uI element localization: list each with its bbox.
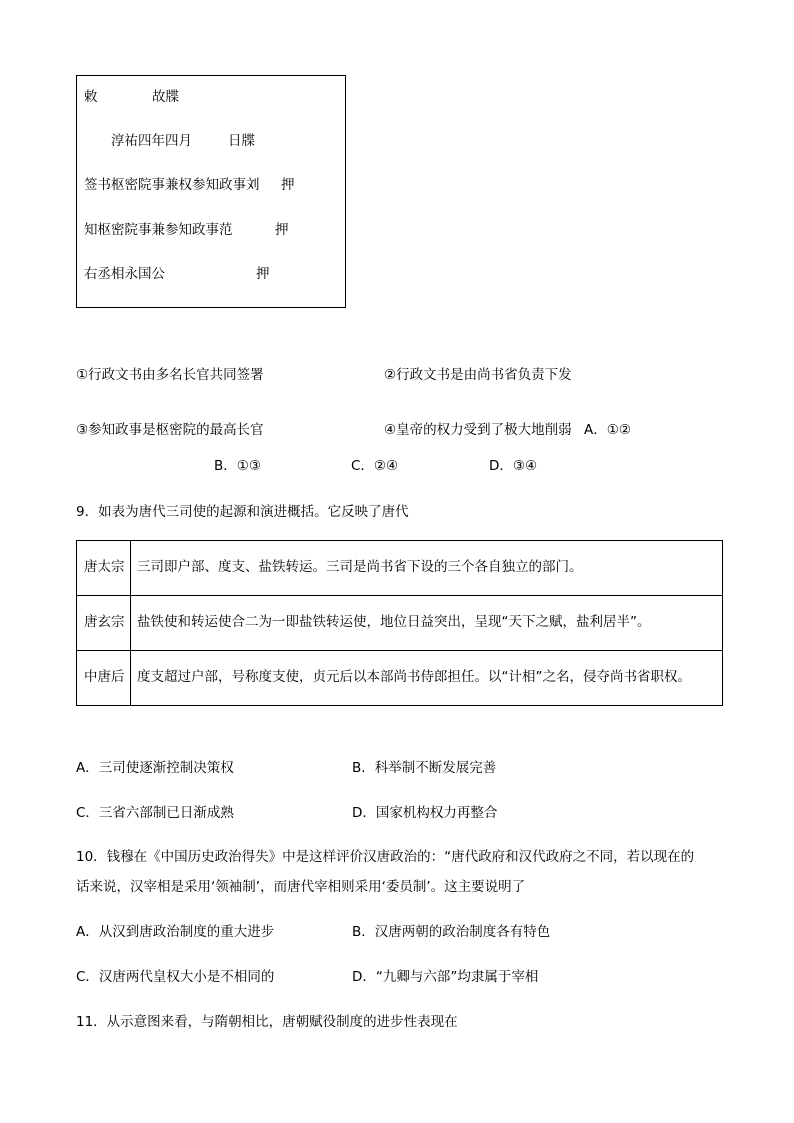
q8-statement-1: ①行政文书由多名长官共同签署 xyxy=(76,367,264,383)
edict-date: 淳祐四年四月 xyxy=(111,133,192,149)
q10-choice-a[interactable]: A．从汉到唐政治制度的重大进步 xyxy=(76,924,275,940)
q8-choice-c[interactable]: C．②④ xyxy=(351,458,399,474)
q9-choice-a[interactable]: A．三司使逐渐控制决策权 xyxy=(76,760,234,776)
q8-statement-4: ④皇帝的权力受到了极大地削弱 xyxy=(384,422,572,438)
q9-stem: 9．如表为唐代三司使的起源和演进概括。它反映了唐代 xyxy=(76,504,409,520)
q9-text-cell: 度支超过户部，号称度支使，贞元后以本部尚书侍郎担任。以“计相”之名，侵夺尚书省职权。 xyxy=(131,651,723,706)
edict-date-suffix: 日牒 xyxy=(228,133,255,149)
q8-choice-a[interactable]: A．①② xyxy=(584,422,631,438)
table-row xyxy=(77,541,723,596)
q11-stem: 11．从示意图来看，与隋朝相比，唐朝赋役制度的进步性表现在 xyxy=(76,1014,458,1030)
edict-signer-2: 知枢密院事兼参知政事范 xyxy=(84,222,233,238)
edict-signature-2: 押 xyxy=(275,222,289,238)
q9-text-cell: 盐铁使和转运使合二为一即盐铁转运使，地位日益突出，呈现“天下之赋，盐利居半”。 xyxy=(131,596,723,651)
edict-line1-left: 敕 xyxy=(84,89,98,105)
q8-choice-b[interactable]: B．①③ xyxy=(214,458,261,474)
q9-choice-b[interactable]: B．科举制不断发展完善 xyxy=(352,760,497,776)
edict-signer-1: 签书枢密院事兼权参知政事刘 xyxy=(84,177,260,193)
table-row xyxy=(77,651,723,706)
q9-choice-c[interactable]: C．三省六部制已日渐成熟 xyxy=(76,805,234,821)
edict-signature-3: 押 xyxy=(256,266,270,282)
q9-text-cell: 三司即户部、度支、盐铁转运。三司是尚书省下设的三个各自独立的部门。 xyxy=(131,541,723,596)
edict-signer-3: 右丞相永国公 xyxy=(84,266,165,282)
q8-statement-3: ③参知政事是枢密院的最高长官 xyxy=(76,422,264,438)
q9-choice-d[interactable]: D．国家机构权力再整合 xyxy=(352,805,498,821)
q10-choice-b[interactable]: B．汉唐两朝的政治制度各有特色 xyxy=(352,924,551,940)
q10-stem-line-2: 话来说，汉宰相是采用‘领袖制’，而唐代宰相则采用‘委员制’。这主要说明了 xyxy=(76,879,526,895)
q10-choice-d[interactable]: D．“九卿与六部”均隶属于宰相 xyxy=(352,969,539,985)
q9-era-cell: 唐太宗 xyxy=(77,541,131,596)
q9-table xyxy=(76,540,723,706)
q8-choice-d[interactable]: D．③④ xyxy=(489,458,538,474)
q9-era-cell: 中唐后 xyxy=(77,651,131,706)
table-row xyxy=(77,596,723,651)
q9-era-cell: 唐玄宗 xyxy=(77,596,131,651)
edict-line1-right: 故牒 xyxy=(152,89,179,105)
edict-signature-1: 押 xyxy=(281,177,295,193)
q10-choice-c[interactable]: C．汉唐两代皇权大小是不相同的 xyxy=(76,969,275,985)
q10-stem-line-1: 10．钱穆在《中国历史政治得失》中是这样评价汉唐政治的：“唐代政府和汉代政府之不同，若以现在的 xyxy=(76,849,695,865)
q8-statement-2: ②行政文书是由尚书省负责下发 xyxy=(384,367,572,383)
